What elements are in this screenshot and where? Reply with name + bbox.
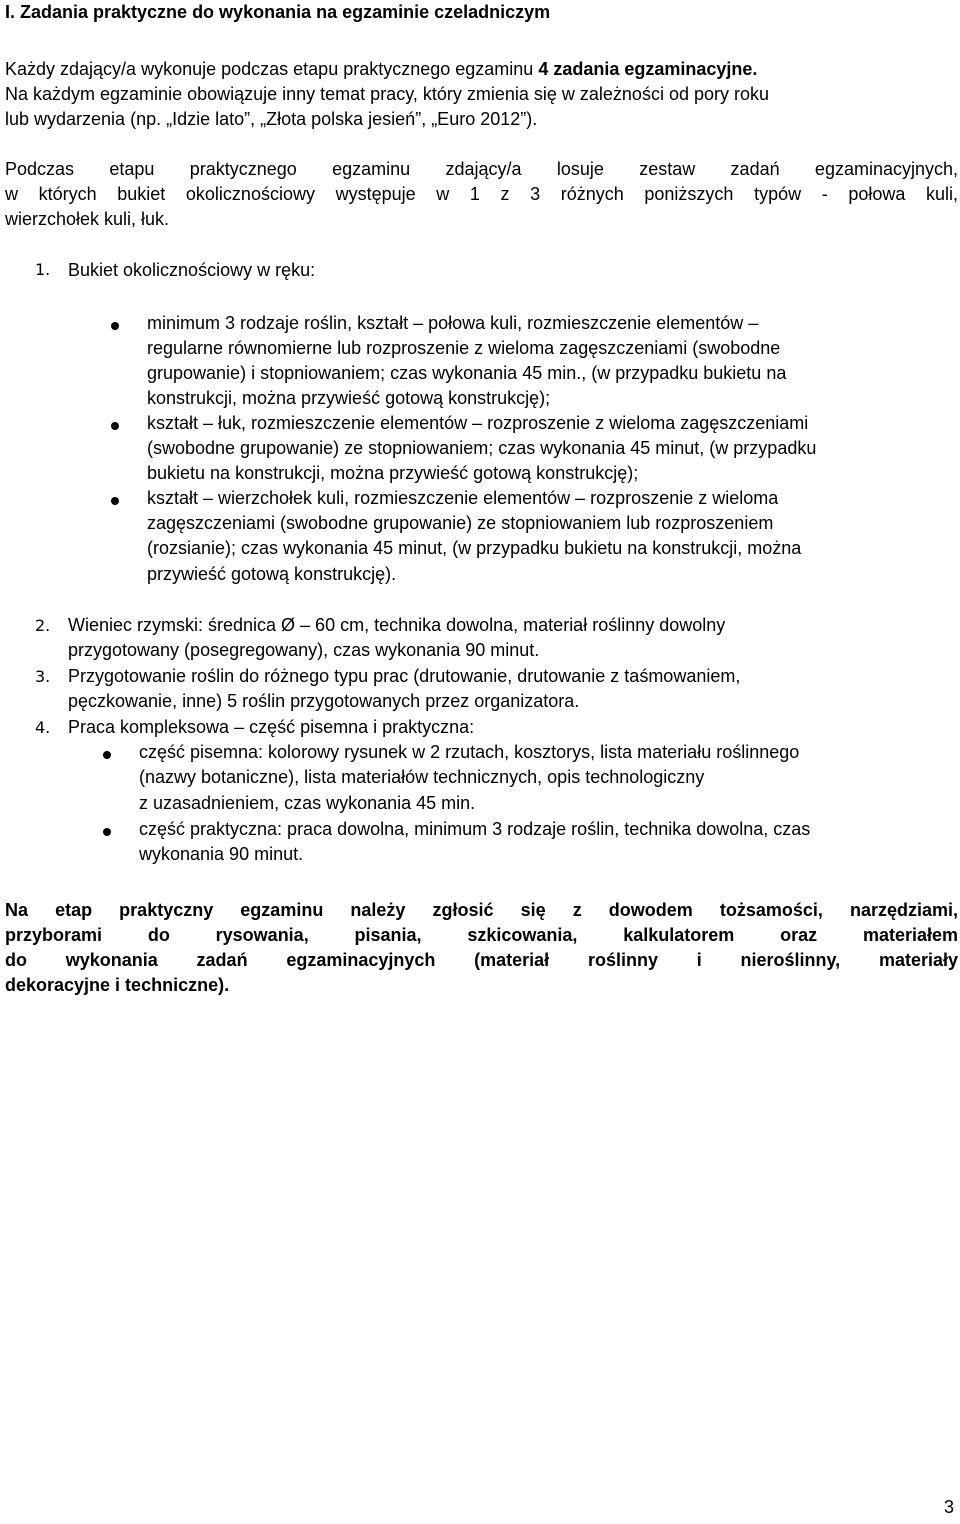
item-1-bullet-3-line-2: zagęszczeniami (swobodne grupowanie) ze stopniowaniem lub rozproszeniem	[147, 513, 774, 533]
item-2-number: 2.	[35, 616, 51, 635]
page-number: 3	[943, 1497, 954, 1517]
bullet-icon	[111, 322, 119, 330]
item-1-bullet-1-line-2: regularne równomierne lub rozproszenie z wieloma zagęszczeniami (swobodne	[147, 338, 781, 358]
bullet-icon	[103, 828, 111, 836]
intro-line-2: Na każdym egzaminie obowiązuje inny temat pracy, który zmienia się w zależności od pory roku	[5, 84, 769, 104]
item-3-number: 3.	[35, 667, 51, 686]
item-4-bullet-1-line-1: część pisemna: kolorowy rysunek w 2 rzutach, kosztorys, lista materiału roślinnego	[139, 742, 800, 762]
item-4-bullet-1-line-2: (nazwy botaniczne), lista materiałów technicznych, opis technologiczny	[139, 767, 705, 787]
item-1-title: Bukiet okolicznościowy w ręku:	[68, 260, 316, 280]
item-2-line-1: Wieniec rzymski: średnica Ø – 60 cm, technika dowolna, materiał roślinny dowolny	[68, 615, 726, 635]
intro-line-1-text: Każdy zdający/a wykonuje podczas etapu praktycznego egzaminu	[5, 59, 539, 79]
bullet-icon	[111, 497, 119, 505]
closing-line-3: do wykonania zadań egzaminacyjnych (materiał roślinny i nieroślinny, materiały	[5, 950, 958, 970]
bullet-icon	[111, 422, 119, 430]
intro-line-1	[5, 58, 757, 80]
bullet-icon	[103, 751, 111, 759]
para2-line-1: Podczas etapu praktycznego egzaminu zdający/a losuje zestaw zadań egzaminacyjnych,	[5, 159, 958, 179]
closing-line-2: przyborami do rysowania, pisania, szkicowania, kalkulatorem oraz materiałem	[5, 925, 958, 945]
item-3-line-1: Przygotowanie roślin do różnego typu prac (drutowanie, drutowanie z taśmowaniem,	[68, 666, 741, 686]
item-1-bullet-1-line-3: grupowanie) i stopniowaniem; czas wykonania 45 min., (w przypadku bukietu na	[147, 363, 787, 383]
para2-line-3: wierzchołek kuli, łuk.	[5, 209, 170, 229]
item-4-title: Praca kompleksowa – część pisemna i praktyczna:	[68, 717, 475, 737]
intro-line-3: lub wydarzenia (np. „Idzie lato”, „Złota polska jesień”, „Euro 2012”).	[5, 109, 538, 129]
item-1-bullet-2-line-1: kształt – łuk, rozmieszczenie elementów – rozproszenie z wieloma zagęszczeniami	[147, 413, 809, 433]
item-4-number: 4.	[35, 718, 51, 737]
item-1-bullet-1-line-4: konstrukcji, można przywieść gotową konstrukcję);	[147, 388, 551, 408]
closing-line-4: dekoracyjne i techniczne).	[5, 975, 230, 995]
closing-line-1: Na etap praktyczny egzaminu należy zgłosić się z dowodem tożsamości, narzędziami,	[5, 900, 958, 920]
para2-line-2: w których bukiet okolicznościowy występuje w 1 z 3 różnych poniższych typów - połowa kuli,	[5, 184, 958, 204]
item-1-bullet-1-line-1: minimum 3 rodzaje roślin, kształt – połowa kuli, rozmieszczenie elementów –	[147, 313, 759, 333]
intro-line-1-bold: 4 zadania egzaminacyjne.	[538, 59, 758, 79]
item-3-line-2: pęczkowanie, inne) 5 roślin przygotowanych przez organizatora.	[68, 691, 580, 711]
item-4-bullet-2-line-2: wykonania 90 minut.	[139, 844, 304, 864]
item-1-bullet-2-line-3: bukietu na konstrukcji, można przywieść gotową konstrukcję);	[147, 463, 639, 483]
item-4-bullet-1-line-3: z uzasadnieniem, czas wykonania 45 min.	[139, 793, 476, 813]
item-1-bullet-3-line-3: (rozsianie); czas wykonania 45 minut, (w przypadku bukietu na konstrukcji, można	[147, 538, 802, 558]
item-4-bullet-2-line-1: część praktyczna: praca dowolna, minimum 3 rodzaje roślin, technika dowolna, czas	[139, 819, 811, 839]
section-heading: I. Zadania praktyczne do wykonania na egzaminie czeladniczym	[5, 2, 551, 22]
item-1-bullet-3-line-4: przywieść gotową konstrukcję).	[147, 564, 397, 584]
item-2-line-2: przygotowany (posegregowany), czas wykonania 90 minut.	[68, 640, 540, 660]
item-1-bullet-3-line-1: kształt – wierzchołek kuli, rozmieszczenie elementów – rozproszenie z wieloma	[147, 488, 779, 508]
item-1-bullet-2-line-2: (swobodne grupowanie) ze stopniowaniem; czas wykonania 45 minut, (w przypadku	[147, 438, 817, 458]
item-1-number: 1.	[35, 260, 51, 279]
